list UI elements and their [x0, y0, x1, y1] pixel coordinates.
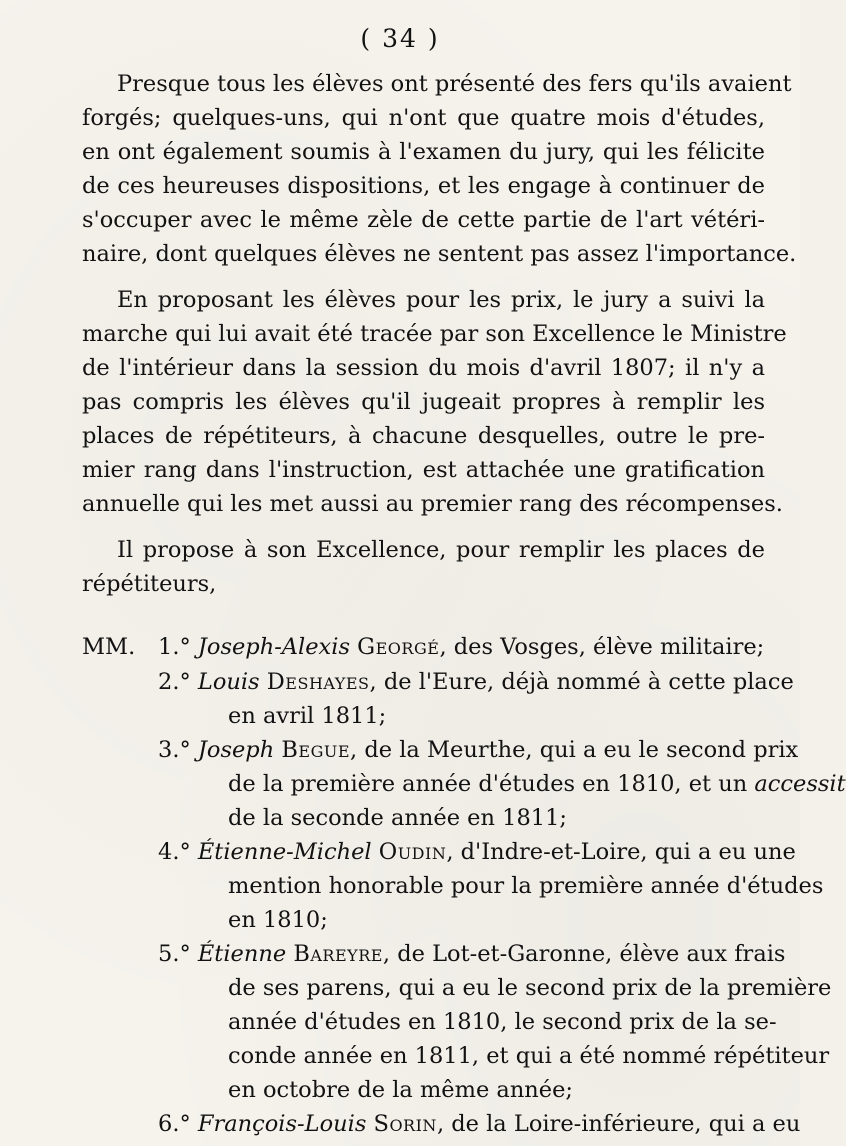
list-item	[158, 1108, 801, 1140]
item-number: 6.°	[158, 1111, 191, 1137]
item-text: en 1810;	[228, 907, 328, 933]
item-surname: Sorin	[373, 1111, 437, 1137]
item-number: 2.°	[158, 669, 191, 695]
item-text	[228, 768, 846, 800]
item-italic-word: accessit	[754, 771, 846, 797]
paragraph-1-line: forgés; quelques-uns, qui n'ont que quatre mois d'études,	[82, 105, 765, 131]
item-given-name: Joseph	[197, 737, 275, 763]
paragraph-1-line: en ont également soumis à l'examen du jury, qui les félicite	[82, 139, 765, 165]
item-text: de ses parens, qui a eu le second prix de la première	[228, 975, 832, 1001]
item-surname: Oudin	[378, 839, 447, 865]
item-text: en octobre de la même année;	[228, 1077, 574, 1103]
item-surname: Begue	[281, 737, 351, 763]
paragraph-1-line: s'occuper avec le même zèle de cette partie de l'art vétéri-	[82, 207, 765, 233]
paragraph-1-line: naire, dont quelques élèves ne sentent pas assez l'importance.	[82, 241, 797, 267]
item-text: , de la Loire-inférieure, qui a eu	[436, 1111, 801, 1137]
item-given-name: Joseph-Alexis	[197, 634, 350, 660]
item-number: 4.°	[158, 839, 191, 865]
paragraph-2-line: marche qui lui avait été tracée par son Excellence le Ministre	[82, 321, 787, 347]
item-given-name: Étienne-Michel	[197, 839, 372, 865]
item-surname: Deshayes	[266, 669, 370, 695]
item-number: 3.°	[158, 737, 191, 763]
item-text: en avril 1811;	[228, 703, 387, 729]
item-text: , d'Indre-et-Loire, qui a eu une	[446, 839, 796, 865]
item-given-name: François-Louis	[197, 1111, 367, 1137]
item-surname: Georgé	[357, 634, 440, 660]
list-item	[158, 938, 786, 970]
paragraph-2-line: pas compris les élèves qu'il jugeait propres à remplir les	[82, 389, 765, 415]
item-text: mention honorable pour la première année d'études	[228, 873, 824, 899]
item-given-name: Étienne	[197, 941, 287, 967]
paragraph-3-line: répétiteurs,	[82, 571, 217, 597]
paragraph-2-line: En proposant les élèves pour les prix, le jury a suivi la	[117, 287, 765, 313]
paragraph-3-line: Il propose à son Excellence, pour remplir les places de	[117, 537, 765, 563]
list-item	[158, 836, 796, 868]
item-text-segment: de la première année d'études en 1810, et un	[228, 771, 755, 797]
paragraph-1-line: de ces heureuses dispositions, et les engage à continuer de	[82, 173, 765, 199]
item-surname: Bareyre	[293, 941, 383, 967]
item-text: , de Lot-et-Garonne, élève aux frais	[382, 941, 786, 967]
paragraph-2-line: de l'intérieur dans la session du mois d'avril 1807; il n'y a	[82, 355, 765, 381]
item-number: 1.°	[158, 634, 191, 660]
item-text: , de l'Eure, déjà nommé à cette place	[369, 669, 794, 695]
list-item	[158, 631, 764, 663]
paragraph-2-line: places de répétiteurs, à chacune desquelles, outre le pre-	[82, 423, 765, 449]
item-given-name: Louis	[197, 669, 260, 695]
list-item	[158, 734, 799, 766]
item-text: , des Vosges, élève militaire;	[439, 634, 765, 660]
page-number: ( 34 )	[360, 24, 440, 53]
paragraph-2-line: annuelle qui les met aussi au premier rang des récompenses.	[82, 491, 783, 517]
list-prefix: MM.	[82, 634, 136, 660]
list-item	[158, 666, 794, 698]
paragraph-1-line: Presque tous les élèves ont présenté des fers qu'ils avaient	[117, 71, 792, 97]
item-text: conde année en 1811, et qui a été nommé répétiteur	[228, 1043, 830, 1069]
item-number: 5.°	[158, 941, 191, 967]
item-text: de la seconde année en 1811;	[228, 805, 567, 831]
item-text: année d'études en 1810, le second prix de la se-	[228, 1009, 777, 1035]
item-text: , de la Meurthe, qui a eu le second prix	[350, 737, 799, 763]
paragraph-2-line: mier rang dans l'instruction, est attachée une gratification	[82, 457, 765, 483]
